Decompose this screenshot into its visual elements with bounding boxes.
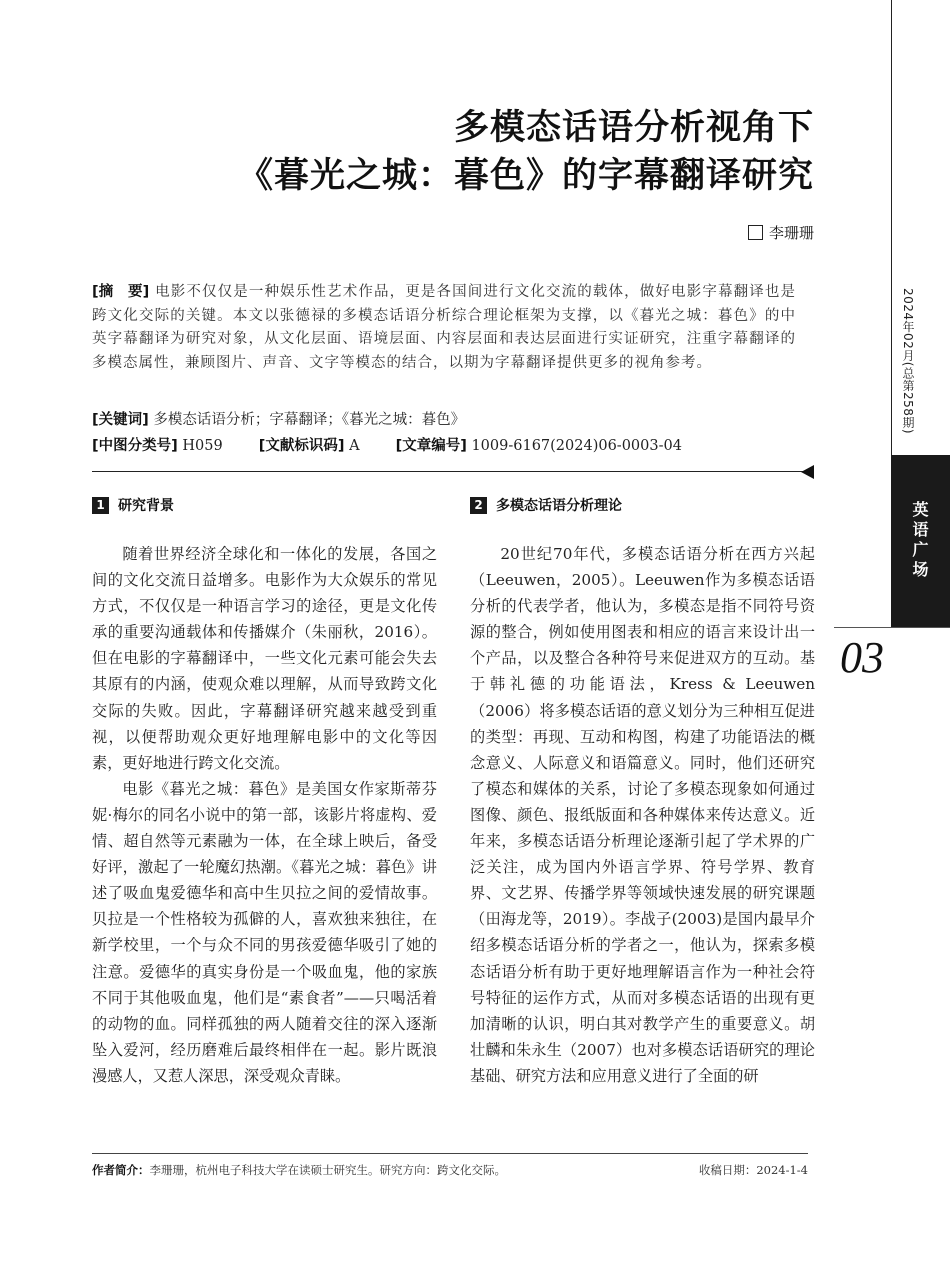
- article-value: 1009-6167(2024)06-0003-04: [471, 438, 682, 454]
- title-line-2: 《暮光之城：暮色》的字幕翻译研究: [237, 156, 814, 196]
- footer: [92, 1162, 808, 1178]
- page-number-rule: [834, 627, 950, 628]
- section-1-number: 1: [92, 497, 109, 514]
- column-name-char: 场: [912, 560, 929, 579]
- abstract-label: [摘 要]: [92, 284, 150, 300]
- section-1-title: 研究背景: [118, 498, 174, 514]
- column-name: [891, 500, 950, 580]
- clc-value: H059: [182, 438, 223, 454]
- paragraph: 电影《暮光之城：暮色》是美国女作家斯蒂芬妮·梅尔的同名小说中的第一部，该影片将虚构、爱情、超自然等元素融为一体，在全球上映后，备受好评，激起了一轮魔幻热潮。《暮光之城：暮色》讲述了吸血鬼爱德华和高中生贝拉之间的爱情故事。贝拉是一个性格较为孤僻的人，喜欢独来独往，在新学校里，一个与众不同的男孩爱德华吸引了她的注意。爱德华的真实身份是一个吸血鬼，他的家族不同于其他吸血鬼，他们是“素食者”——只喝活着的动物的血。同样孤独的两人随着交往的深入逐渐坠入爱河，经历磨难后最终相伴在一起。影片既浪漫感人，又惹人深思，深受观众青睐。: [92, 779, 437, 1085]
- keywords-label: [关键词]: [92, 412, 149, 428]
- classification-line: [92, 434, 718, 455]
- sidebar-rule: [891, 0, 892, 455]
- author-bio: [92, 1162, 506, 1178]
- column-name-char: 广: [912, 540, 929, 559]
- right-column: [470, 541, 815, 1089]
- page-number: 03: [840, 633, 884, 682]
- column-name-char: 语: [912, 520, 929, 539]
- issue-date: 2024年02月(总第258期): [901, 288, 915, 435]
- abstract: [92, 281, 796, 375]
- footer-divider: [92, 1153, 808, 1154]
- arrow-left-icon: [801, 465, 814, 479]
- article-label: [文章编号]: [395, 438, 467, 454]
- document-code: [259, 434, 360, 455]
- author-line: [748, 222, 814, 243]
- author-bio-text: 李珊珊，杭州电子科技大学在读硕士研究生。研究方向：跨文化交际。: [149, 1163, 506, 1177]
- author-name: 李珊珊: [768, 224, 814, 242]
- keywords: [92, 408, 465, 429]
- section-2-heading: [470, 495, 622, 515]
- square-icon: [748, 225, 763, 240]
- section-2-number: 2: [470, 497, 487, 514]
- left-column: [92, 541, 437, 1089]
- author-bio-label: 作者简介：: [92, 1163, 150, 1177]
- article-code: [396, 434, 682, 455]
- clc-code: [92, 434, 223, 455]
- title-line-1: 多模态话语分析视角下: [453, 108, 814, 148]
- section-2-title: 多模态话语分析理论: [496, 498, 622, 514]
- keywords-text: 多模态话语分析；字幕翻译；《暮光之城：暮色》: [153, 412, 466, 428]
- section-1-heading: [92, 495, 174, 515]
- paragraph: 20世纪70年代，多模态话语分析在西方兴起（Leeuwen，2005）。Leeuwen作为多模态话语分析的代表学者，他认为，多模态是指不同符号资源的整合，例如使用图表和相应的语言来设计出一个产品，以及整合各种符号来促进双方的互动。基于韩礼德的功能语法，Kress & Leeuwen（2006）将多模态话语的意义划分为三种相互促进的类型：再现、互动和构图，构建了功能语法的概念意义、人际意义和语篇意义。同时，他们还研究了模态和媒体的关系，讨论了多模态现象如何通过图像、颜色、报纸版面和各种媒体来传达意义。近年来，多模态话语分析理论逐渐引起了学术界的广泛关注，成为国内外语言学界、符号学界、教育界、文艺界、传播学界等领域快速发展的研究课题（田海龙等，2019）。李战子(2003)是国内最早介绍多模态话语分析的学者之一，他认为，探索多模态话语分析有助于更好地理解语言作为一种社会符号特征的运作方式，从而对多模态话语的出现有更加清晰的认识，明白其对教学产生的重要意义。胡壮麟和朱永生（2007）也对多模态话语研究的理论基础、研究方法和应用意义进行了全面的研: [470, 545, 815, 1085]
- header-divider: [92, 471, 808, 472]
- clc-label: [中图分类号]: [92, 438, 178, 454]
- doc-label: [文献标识码]: [258, 438, 345, 454]
- received-date: 收稿日期：2024-1-4: [698, 1163, 808, 1177]
- doc-value: A: [349, 438, 360, 454]
- paragraph: 随着世界经济全球化和一体化的发展，各国之间的文化交流日益增多。电影作为大众娱乐的常见方式，不仅仅是一种语言学习的途径，更是文化传承的重要沟通载体和传播媒介（朱丽秋，2016）。但在电影的字幕翻译中，一些文化元素可能会失去其原有的内涵，使观众难以理解，从而导致跨文化交际的失败。因此，字幕翻译研究越来越受到重视，以便帮助观众更好地理解电影中的文化等因素，更好地进行跨文化交流。: [92, 545, 437, 772]
- column-name-char: 英: [912, 500, 929, 519]
- abstract-text: 电影不仅仅是一种娱乐性艺术作品，更是各国间进行文化交流的载体，做好电影字幕翻译也是跨文化交际的关键。本文以张德禄的多模态话语分析综合理论框架为支撑，以《暮光之城：暮色》的中英字幕翻译为研究对象，从文化层面、语境层面、内容层面和表达层面进行实证研究，注重字幕翻译的多模态属性，兼顾图片、声音、文字等模态的结合，以期为字幕翻译提供更多的视角参考。: [92, 284, 797, 371]
